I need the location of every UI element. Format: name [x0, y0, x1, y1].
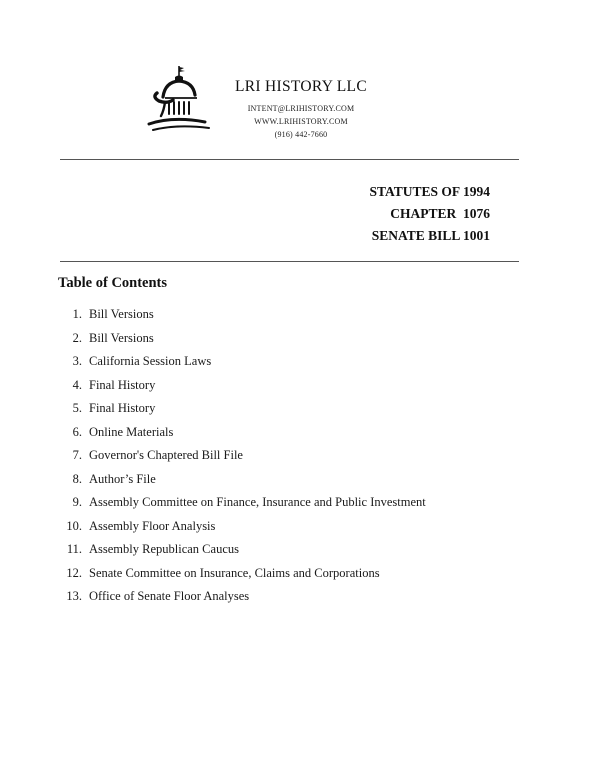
senate-bill-number: SENATE BILL 1001 — [371, 228, 490, 243]
company-email: INTENT@LRIHISTORY.COM — [247, 104, 355, 113]
toc-item-label: Online Materials — [89, 424, 174, 439]
toc-item-label: California Session Laws — [89, 354, 212, 368]
company-header — [222, 78, 380, 141]
capitol-dome-icon — [143, 64, 213, 138]
toc-item-number: 9. — [72, 495, 82, 509]
toc-title: Table of Contents — [58, 275, 168, 291]
toc-item-number: 2. — [72, 330, 82, 345]
toc-item-number: 1. — [72, 307, 82, 321]
toc-item-label: Assembly Republican Caucus — [89, 542, 239, 556]
statutes-year: STATUTES OF 1994 — [369, 184, 490, 199]
toc-item-label: Bill Versions — [89, 330, 154, 345]
toc-item-number: 5. — [72, 401, 82, 415]
top-divider — [60, 159, 519, 160]
toc-item-number: 11. — [66, 542, 82, 556]
toc-item-label: Office of Senate Floor Analyses — [89, 589, 250, 603]
toc-item-number: 6. — [72, 424, 82, 439]
toc-item-label: Senate Committee on Insurance, Claims and Corporations — [89, 565, 380, 580]
company-phone: (916) 442-7660 — [274, 130, 328, 139]
toc-item-number: 8. — [72, 471, 82, 486]
statute-info — [369, 181, 490, 247]
company-name: LRI HISTORY LLC — [235, 78, 367, 95]
chapter-number: CHAPTER 1076 — [390, 206, 490, 221]
toc-item-number: 7. — [72, 448, 82, 462]
toc-item-label: Assembly Floor Analysis — [89, 518, 216, 533]
toc-item-number: 12. — [66, 565, 82, 580]
toc-item-label: Author’s File — [89, 471, 156, 486]
toc-item-number: 10. — [66, 518, 82, 533]
toc-item-number: 13. — [66, 589, 82, 603]
toc-item-number: 4. — [72, 377, 82, 392]
toc-item-label: Governor's Chaptered Bill File — [89, 448, 243, 462]
toc-item-label: Assembly Committee on Finance, Insurance and Public Investment — [89, 495, 426, 509]
company-website: WWW.LRIHISTORY.COM — [254, 117, 348, 126]
toc-item-label: Final History — [89, 377, 156, 392]
bottom-divider — [60, 261, 519, 262]
toc-item-number: 3. — [72, 354, 82, 368]
toc-item-label: Bill Versions — [89, 307, 154, 321]
toc-item-label: Final History — [89, 401, 156, 415]
